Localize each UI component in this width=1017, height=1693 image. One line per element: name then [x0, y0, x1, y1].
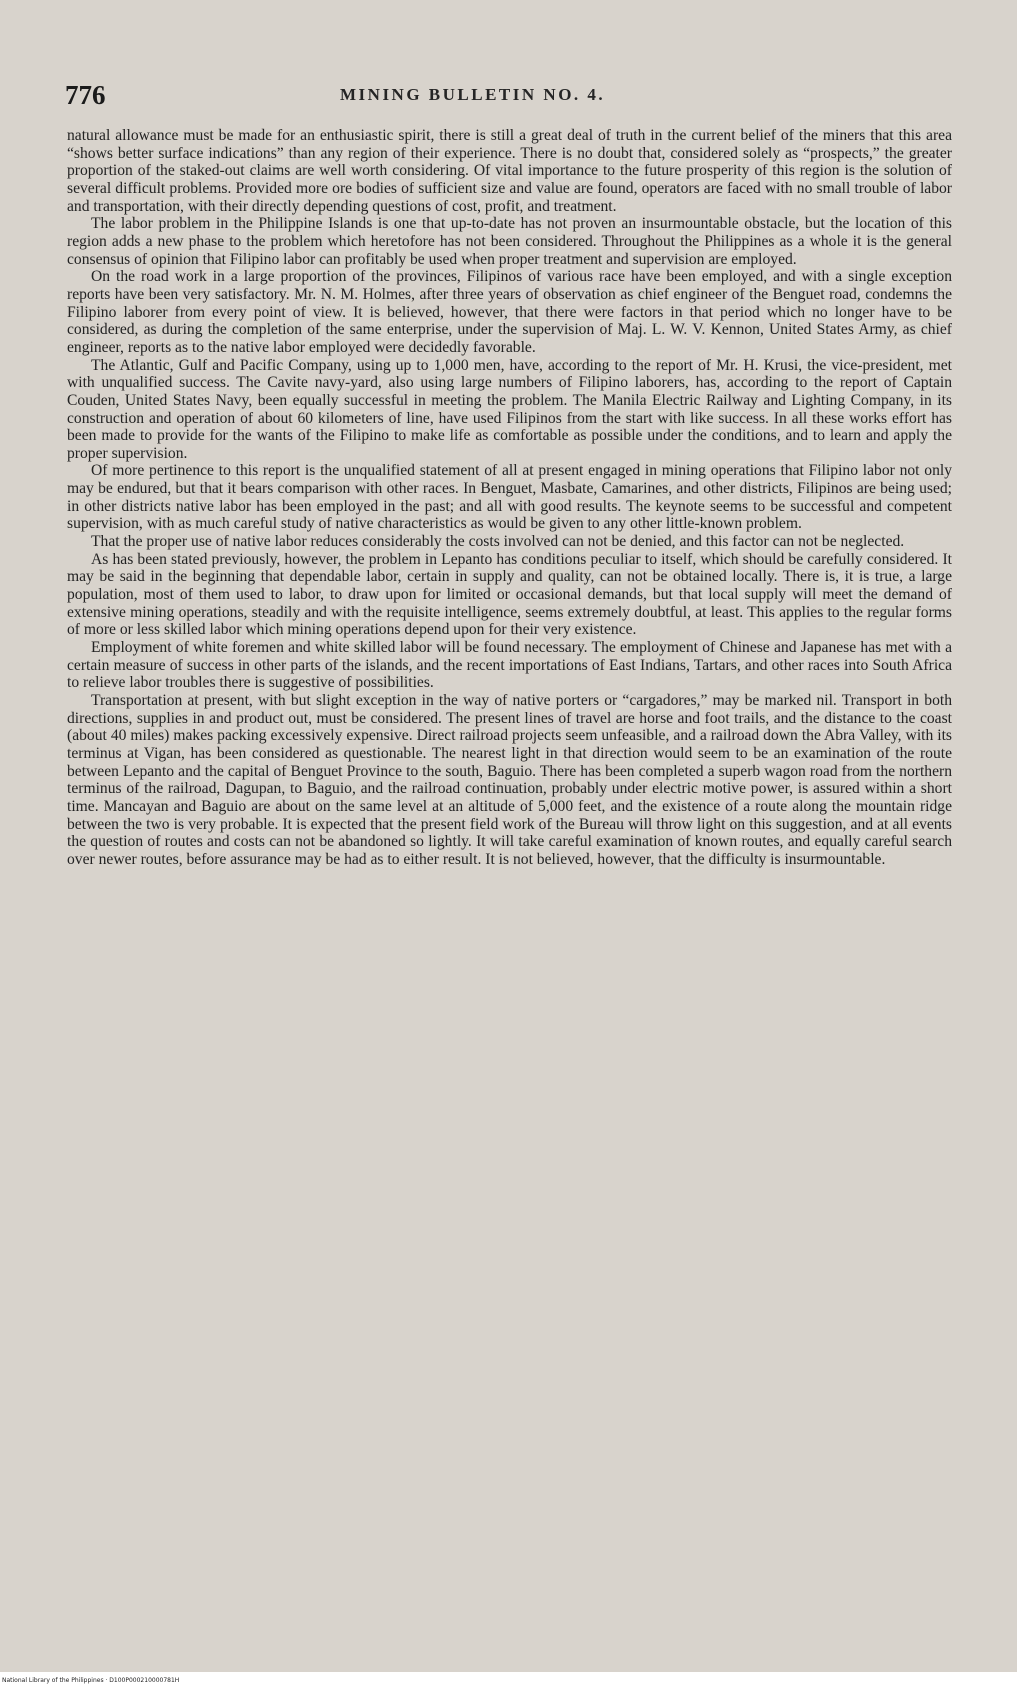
running-title: MINING BULLETIN NO. 4. [340, 85, 606, 104]
body-text [67, 127, 952, 869]
paragraph: The labor problem in the Philippine Islands is one that up-to-date has not proven an insurmountable obstacle, but the location of this region adds a new phase to the problem which heretofore has not been considered. Throughout the Philippines as a whole it is the general consensus of opinion that Filipino labor can profitably be used when proper treatment and supervision are employed. [67, 215, 952, 268]
paragraph: Of more pertinence to this report is the unqualified statement of all at present engaged in mining operations that Filipino labor not only may be endured, but that it bears comparison with other races. In Benguet, Masbate, Camarines, and other districts, Filipinos are being used; in other districts native labor has been employed in the past; and all with good results. The keynote seems to be successful and competent supervision, with as much careful study of native characteristics as would be given to any other little-known problem. [67, 462, 952, 533]
paragraph: natural allowance must be made for an enthusiastic spirit, there is still a great deal of truth in the current belief of the miners that this area “shows better surface indications” than any region of their experience. There is no doubt that, considered solely as “prospects,” the greater proportion of the staked-out claims are well worth considering. Of vital importance to the future prosperity of this region is the solution of several difficult problems. Provided more ore bodies of sufficient size and value are found, operators are faced with no small trouble of labor and transportation, with their directly depending questions of cost, profit, and treatment. [67, 127, 952, 215]
paragraph: Employment of white foremen and white skilled labor will be found necessary. The employment of Chinese and Japanese has met with a certain measure of success in other parts of the islands, and the recent importations of East Indians, Tartars, and other races into South Africa to relieve labor troubles there is suggestive of possibilities. [67, 639, 952, 692]
page-header [65, 80, 960, 110]
paragraph: Transportation at present, with but slight exception in the way of native porters or “cargadores,” may be marked nil. Transport in both directions, supplies in and product out, must be considered. The present lines of travel are horse and foot trails, and the distance to the coast (about 40 miles) makes packing excessively expensive. Direct railroad projects seem unfeasible, and a railroad down the Abra Valley, with its terminus at Vigan, has been considered as questionable. The nearest light in that direction would seem to be an examination of the route between Lepanto and the capital of Benguet Province to the south, Baguio. There has been completed a superb wagon road from the northern terminus of the railroad, Dagupan, to Baguio, and the railroad continuation, probably under electric motive power, is assured within a short time. Mancayan and Baguio are about on the same level at an altitude of 5,000 feet, and the existence of a route along the mountain ridge between the two is very probable. It is expected that the present field work of the Bureau will throw light on this suggestion, and at all events the question of routes and costs can not be abandoned so lightly. It will take careful examination of known routes, and equally careful search over newer routes, before assurance may be had as to either result. It is not believed, however, that the difficulty is insurmountable. [67, 692, 952, 868]
page-number: 776 [65, 80, 106, 110]
paragraph: On the road work in a large proportion of the provinces, Filipinos of various race have been employed, and with a single exception reports have been very satisfactory. Mr. N. M. Holmes, after three years of observation as chief engineer of the Benguet road, condemns the Filipino laborer from every point of view. It is believed, however, that there were factors in that period which no longer have to be considered, as during the completion of the same enterprise, under the supervision of Maj. L. W. V. Kennon, United States Army, as chief engineer, reports as to the native labor employed were decidedly favorable. [67, 268, 952, 356]
footer-strip [0, 1672, 1017, 1693]
paragraph: As has been stated previously, however, the problem in Lepanto has conditions peculiar to itself, which should be carefully considered. It may be said in the beginning that dependable labor, certain in supply and quality, can not be obtained locally. There is, it is true, a large population, most of them used to labor, to draw upon for limited or occasional demands, but that local supply will meet the demand of extensive mining operations, steadily and with the requisite intelligence, seems extremely doubtful, at least. This applies to the regular forms of more or less skilled labor which mining operations depend upon for their very existence. [67, 550, 952, 639]
scan-credit: National Library of the Philippines · D100P000210000781H [2, 1677, 180, 1684]
paragraph: That the proper use of native labor reduces considerably the costs involved can not be denied, and this factor can not be neglected. [91, 533, 905, 551]
paragraph: The Atlantic, Gulf and Pacific Company, using up to 1,000 men, have, according to the report of Mr. H. Krusi, the vice-president, met with unqualified success. The Cavite navy-yard, also using large numbers of Filipino laborers, has, according to the report of Captain Couden, United States Navy, been equally successful in meeting the problem. The Manila Electric Railway and Lighting Company, in its construction and operation of about 60 kilometers of line, have used Filipinos from the start with like success. In all these works effort has been made to provide for the wants of the Filipino to make life as comfortable as possible under the conditions, and to learn and apply the proper supervision. [67, 356, 952, 462]
